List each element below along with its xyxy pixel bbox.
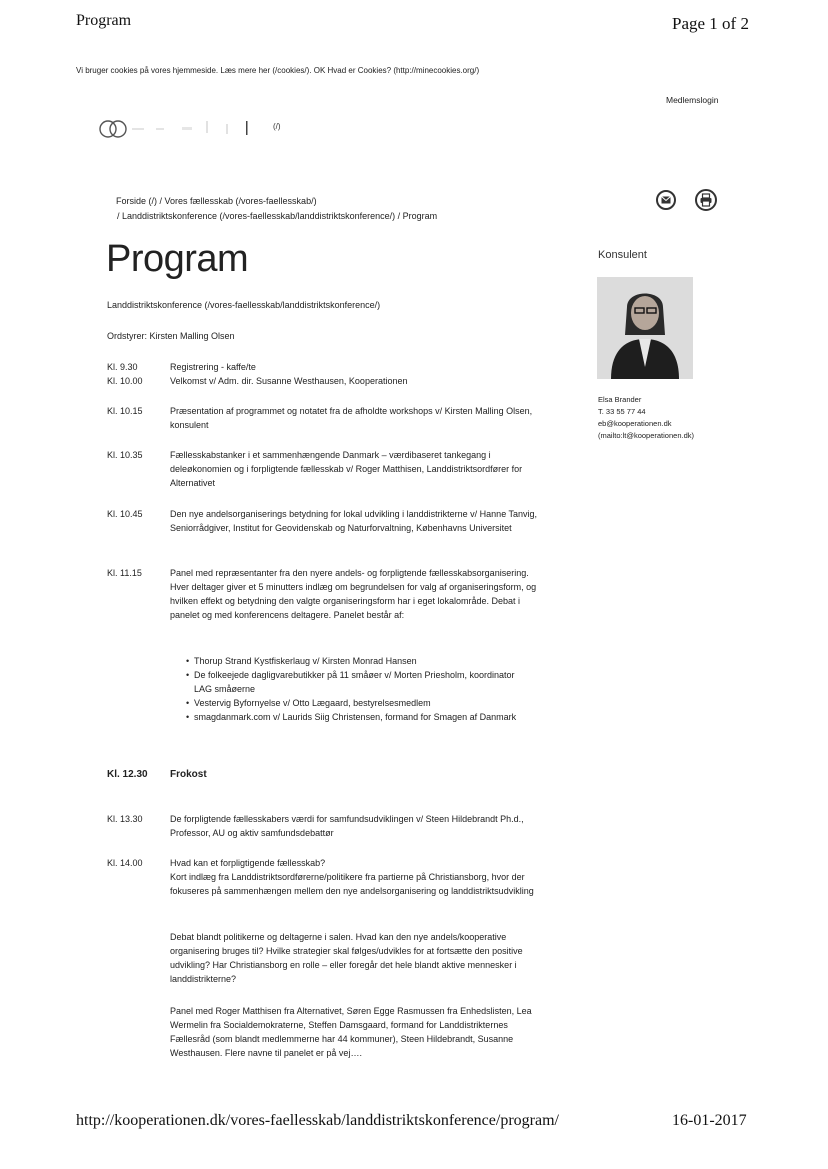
program-item bbox=[107, 404, 547, 432]
program-text: Frokost bbox=[170, 769, 207, 780]
print-page-number: Page 1 of 2 bbox=[672, 14, 749, 33]
panel-member-list bbox=[186, 654, 526, 724]
program-time: Kl. 9.30 bbox=[107, 362, 138, 372]
kooperationen-logo[interactable] bbox=[98, 115, 298, 143]
list-item: • De folkeejede dagligvarebutikker på 11 småøer v/ Morten Priesholm, koordinator LAG småøerne bbox=[186, 668, 526, 696]
breadcrumb-row-1[interactable]: Forside (/) / Vores fællesskab (/vores-faellesskab/) bbox=[116, 196, 317, 206]
program-item bbox=[107, 374, 547, 388]
program-time: Kl. 10.45 bbox=[107, 509, 143, 519]
program-time: Kl. 10.00 bbox=[107, 376, 143, 386]
program-item bbox=[107, 507, 547, 535]
page-title: Program bbox=[106, 238, 249, 280]
program-text: De forpligtende fællesskabers værdi for samfundsudviklingen v/ Steen Hildebrandt Ph.d., Professor, AU og aktiv samfundsdebattør bbox=[170, 814, 524, 838]
cookie-notice[interactable]: Vi bruger cookies på vores hjemmeside. Læs mere her (/cookies/). OK Hvad er Cookies? (http://minecookies.org/) bbox=[76, 66, 480, 75]
program-item bbox=[107, 448, 547, 490]
moderator-line: Ordstyrer: Kirsten Malling Olsen bbox=[107, 331, 235, 341]
consultant-name: Elsa Brander bbox=[598, 395, 642, 404]
list-item: • smagdanmark.com v/ Laurids Siig Christensen, formand for Smagen af Danmark bbox=[186, 710, 526, 724]
program-item bbox=[107, 566, 547, 622]
program-time: Kl. 10.15 bbox=[107, 406, 143, 416]
email-share-button[interactable] bbox=[656, 190, 676, 210]
program-text: Panel med repræsentanter fra den nyere andels- og forpligtende fællesskabsorganisering. Hver deltager giver et 5 minutters indlæg om begrundelsen for valg af organiseringsform, og hvilken effekt og betydning den valgte organiseringsform har i eget lokalområde. Debat i panelet og med konferencens deltagere. Panelet består af: bbox=[170, 568, 537, 620]
conference-link[interactable]: Landdistriktskonference (/vores-faellesskab/landdistriktskonference/) bbox=[107, 300, 381, 310]
program-time: Kl. 12.30 bbox=[107, 769, 148, 780]
program-text: Fællesskabstanker i et sammenhængende Danmark – værdibaseret tankegang i deleøkonomien og i forpligtende fællesskab v/ Roger Matthisen, Landdistriktsordfører for Alternativet bbox=[170, 450, 523, 488]
debate-paragraph: Debat blandt politikerne og deltagerne i salen. Hvad kan den nye andels/kooperative organisering bruges til? Hvilke strategier skal følges/udvikles for at fortsætte den positive udvikling? Har Christiansborg en rolle – eller foregår det hele blandt aktive mennesker i landdistrikterne? bbox=[170, 932, 523, 984]
program-text: Registrering - kaffe/te bbox=[170, 362, 256, 372]
panel-paragraph: Panel med Roger Matthisen fra Alternativet, Søren Egge Rasmussen fra Enhedslisten, Lea Wermelin fra Socialdemokraterne, Steffen Damsgaard, formand for Landdistrikternes Fællesråd (som blandt medlemmerne har 44 kommuner), Steen Hildebrandt, Susanne Westhausen. Flere navne til panelet er på vej…. bbox=[170, 1006, 532, 1058]
program-item bbox=[107, 856, 547, 898]
program-time: Kl. 13.30 bbox=[107, 814, 143, 824]
list-item: • Vestervig Byfornyelse v/ Otto Lægaard, bestyrelsesmedlem bbox=[186, 696, 526, 710]
printer-icon bbox=[697, 191, 715, 209]
print-footer-date: 16-01-2017 bbox=[672, 1112, 747, 1129]
print-header-title: Program bbox=[76, 12, 132, 29]
consultant-contact bbox=[598, 394, 694, 442]
consultant-phone[interactable]: T. 33 55 77 44 bbox=[598, 407, 646, 416]
consultant-email[interactable]: eb@kooperationen.dk bbox=[598, 419, 672, 428]
program-text: Præsentation af programmet og notatet fra de afholdte workshops v/ Kirsten Malling Olsen, konsulent bbox=[170, 406, 533, 430]
program-item bbox=[107, 812, 547, 840]
program-text: Velkomst v/ Adm. dir. Susanne Westhausen, Kooperationen bbox=[170, 376, 408, 386]
envelope-icon bbox=[658, 192, 674, 208]
breadcrumb-row-2[interactable]: / Landdistriktskonference (/vores-faellesskab/landdistriktskonference/) / Program bbox=[117, 211, 438, 221]
member-login-link[interactable]: Medlemslogin bbox=[666, 95, 719, 105]
program-item bbox=[107, 360, 547, 374]
consultant-heading: Konsulent bbox=[598, 249, 647, 261]
breadcrumb bbox=[116, 194, 437, 224]
print-footer-url: http://kooperationen.dk/vores-faellesskab/landdistriktskonference/program/ bbox=[76, 1112, 559, 1129]
print-button[interactable] bbox=[695, 189, 717, 211]
program-item-lunch bbox=[107, 768, 547, 782]
program-text: Hvad kan et forpligtigende fællesskab? Kort indlæg fra Landdistriktsordførerne/politikere fra partierne på Christiansborg, hvor der fokuseres på sammenhængen mellem den nye andelsorganisering og landdistriktsudvikling bbox=[170, 858, 534, 896]
consultant-mailto[interactable]: (mailto:lt@kooperationen.dk) bbox=[598, 431, 694, 440]
logo-link-text[interactable]: (/) bbox=[273, 122, 281, 131]
list-item: • Thorup Strand Kystfiskerlaug v/ Kirsten Monrad Hansen bbox=[186, 654, 526, 668]
program-time: Kl. 14.00 bbox=[107, 858, 143, 868]
program-time: Kl. 10.35 bbox=[107, 450, 143, 460]
portrait-image bbox=[597, 277, 693, 379]
consultant-photo bbox=[597, 277, 693, 379]
program-text: Den nye andelsorganiserings betydning for lokal udvikling i landdistrikterne v/ Hanne Tanvig, Seniorrådgiver, Institut for Geovidenskab og Naturforvaltning, Københavns Universitet bbox=[170, 509, 538, 533]
program-time: Kl. 11.15 bbox=[107, 568, 142, 578]
